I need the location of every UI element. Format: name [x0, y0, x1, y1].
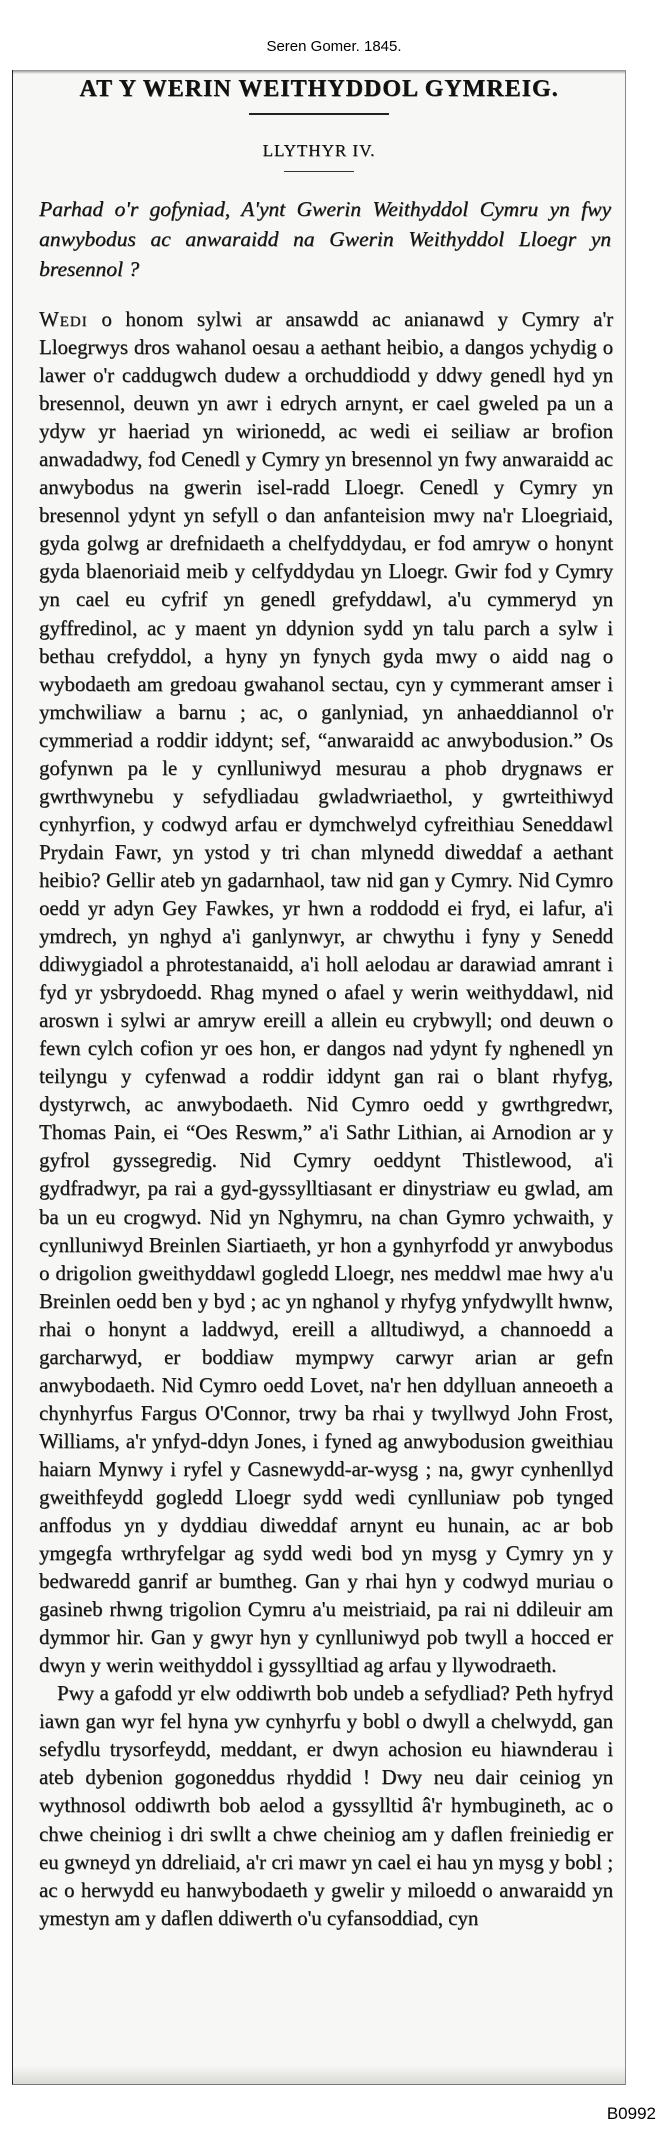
page-bottom-shadow: [13, 2066, 625, 2084]
paragraph-1: [39, 306, 613, 1680]
article-headline: AT Y WERIN WEITHYDDOL GYMREIG.: [79, 76, 559, 102]
article-subtitle: Parhad o'r gofyniad, A'ynt Gwerin Weithyddol Cymru yn fwy anwybodus ac anwaraidd na Gwerin Weithyddol Lloegr yn bresennol ?: [39, 197, 611, 281]
newspaper-clipping: [12, 70, 626, 2085]
paragraph-1-lead-word: Wedi: [39, 308, 88, 331]
headline-rule: [249, 113, 389, 115]
source-caption: Seren Gomer. 1845.: [266, 38, 402, 55]
paragraph-1-text: o honom sylwi ar ansawdd ac anianawd y Cymry a'r Lloegrwys dros wahanol oesau a aethant heibio, a dangos ychydig o lawer o'r caddugwch dudew a orchuddiodd y ddwy genedl hyd yn bresennol, deuwn yn awr i edrych arnynt, er cael gweled pa un a ydyw yr haeriad yn wirionedd, ac wedi ei seiliaw ar brofion anwadadwy, fod Cenedl y Cymry yn bresennol yn fwy anwaraidd ac anwybodus na gwerin isel-radd Lloegr. Cenedl y Cymry yn bresennol ydynt yn sefyll o dan anfanteision mwy na'r Lloegriaid, gyda golwg ar drefnidaeth a chelfyddydau, er fod amryw o honynt gyda blaenoriaid meib y celfyddydau yn Lloegr. Gwir fod y Cymry yn cael eu cyfrif yn genedl grefyddawl, a'u cymmeryd yn gyffredinol, ac y maent yn ddynion sydd yn talu parch a sylw i bethau crefyddol, a hyny yn fynych gyda mwy o aidd nag o wybodaeth am gredoau gwahanol sectau, cyn y cymmerant amser i ymchwiliaw a barnu ; ac, o ganlyniad, yn anhaeddiannol o'r cymmeriad a roddir iddynt; sef, “anwaraidd ac anwybodusion.” Os gofynwn pa le y cynlluniwyd mesurau a phob drygnaws er gwrthwynebu y sefydliadau gwladwriaethol, y gwrteithiwyd cynhyrfion, y codwyd arfau er dymchwelyd cyfreithiau Seneddawl Prydain Fawr, yn ystod y tri chan mlynedd diweddaf a aethant heibio? Gellir ateb yn gadarnhaol, taw nid gan y Cymry. Nid Cymro oedd yr adyn Gey Fawkes, yr hwn a roddodd ei fryd, ei lafur, a'i ymdrech, yn nghyd a'i ganlynwyr, ar chwythu i fyny y Senedd ddiwygiadol a phrotestanaidd, a'i holl aelodau ar darawiad amrant i fyd yr ysbrydoedd. Rhag myned o afael y werin weithyddawl, nid aroswn i sylwi ar amryw ereill a allein eu crybwyll; ond deuwn o fewn cylch cofion yr oes hon, er dangos nad ydynt fy nghenedl yn teilyngu y cyfenwad a roddir iddynt gan rai o blant rhyfyg, dystyrwch, ac anwybodaeth. Nid Cymro oedd y gwrthgredwr, Thomas Pain, ei “Oes Reswm,” a'i Sathr Lithian, ai Arnodion ar y gyfrol gyssegredig. Nid Cymry oeddynt Thistlewood, a'i gydfradwyr, pa rai a gyd-gyssylltiasant er dinystriaw eu gwlad, am ba un eu crogwyd. Nid yn Nghymru, na chan Gymro ychwaith, y cynlluniwyd Breinlen Siartiaeth, yr hon a gynhyrfodd yr anwybodus o drigolion gweithyddawl gogledd Lloegr, nes meddwl mae hwy a'u Breinlen oedd ben y byd ; ac yn nghanol y rhyfyg ynfydwyllt hwnw, rhai o honynt a laddwyd, ereill a alltudiwyd, a channoedd a garcharwyd, er boddiaw mympwy carwyr arian ar gefn anwybodaeth. Nid Cymro oedd Lovet, na'r hen ddylluan anneoeth a chynhyrfus Fargus O'Connor, trwy ba rhai y twyllwyd John Frost, Williams, a'r ynfyd-ddyn Jones, i fyned ag anwybodusion gweithiau haiarn Mynwy i ryfel y Casnewydd-ar-wysg ; na, gwyr cynhenllyd gweithfeydd gogledd Lloegr sydd wedi cynlluniaw pob tynged anffodus yn y dyddiau diweddaf arnynt eu hunain, ac ar bob ymgegfa wrthryfelgar ag sydd wedi bod yn mysg y Cymry yn y bedwaredd ganrif ar bumtheg. Gan y rhai hyn y codwyd muriau o gasineb rhwng trigolion Cymru a'u meistriaid, pa rai ni ddileuir am dymmor hir. Gan y gwyr hyn y cynlluniwyd pob twyll a hocced er dwyn y werin weithyddol i gyssylltiad ag arfau y llywodraeth.: [39, 308, 613, 1678]
paragraph-2: Pwy a gafodd yr elw oddiwrth bob undeb a sefydliad? Peth hyfryd iawn gan wyr fel hyna yw cynhyrfu y bobl o dwyll a chelwydd, gan sefydlu trysorfeydd, meddant, er dwyn achosion eu hiawnderau i ateb dybenion gogoneddus rhyddid ! Dwy neu dair ceiniog yn wythnosol oddiwrth bob aelod a gyssylltid â'r hymbugineth, ac o chwe cheiniog i dri swllt a chwe cheiniog am y daflen freiniedig er eu gwneyd yn ddreliaid, a'r cri mawr yn cael ei hau yn mysg y bobl ; ac o herwydd eu hanwybodaeth y gwelir y miloedd o anwaraidd yn ymestyn am y daflen ddiwerth o'u cyfansoddiad, cyn: [39, 1682, 613, 1930]
letter-rule: [284, 171, 354, 172]
letter-number: LLYTHYR IV.: [262, 141, 376, 160]
article-body: [39, 306, 613, 1933]
archive-reference: B0992: [606, 2104, 656, 2123]
